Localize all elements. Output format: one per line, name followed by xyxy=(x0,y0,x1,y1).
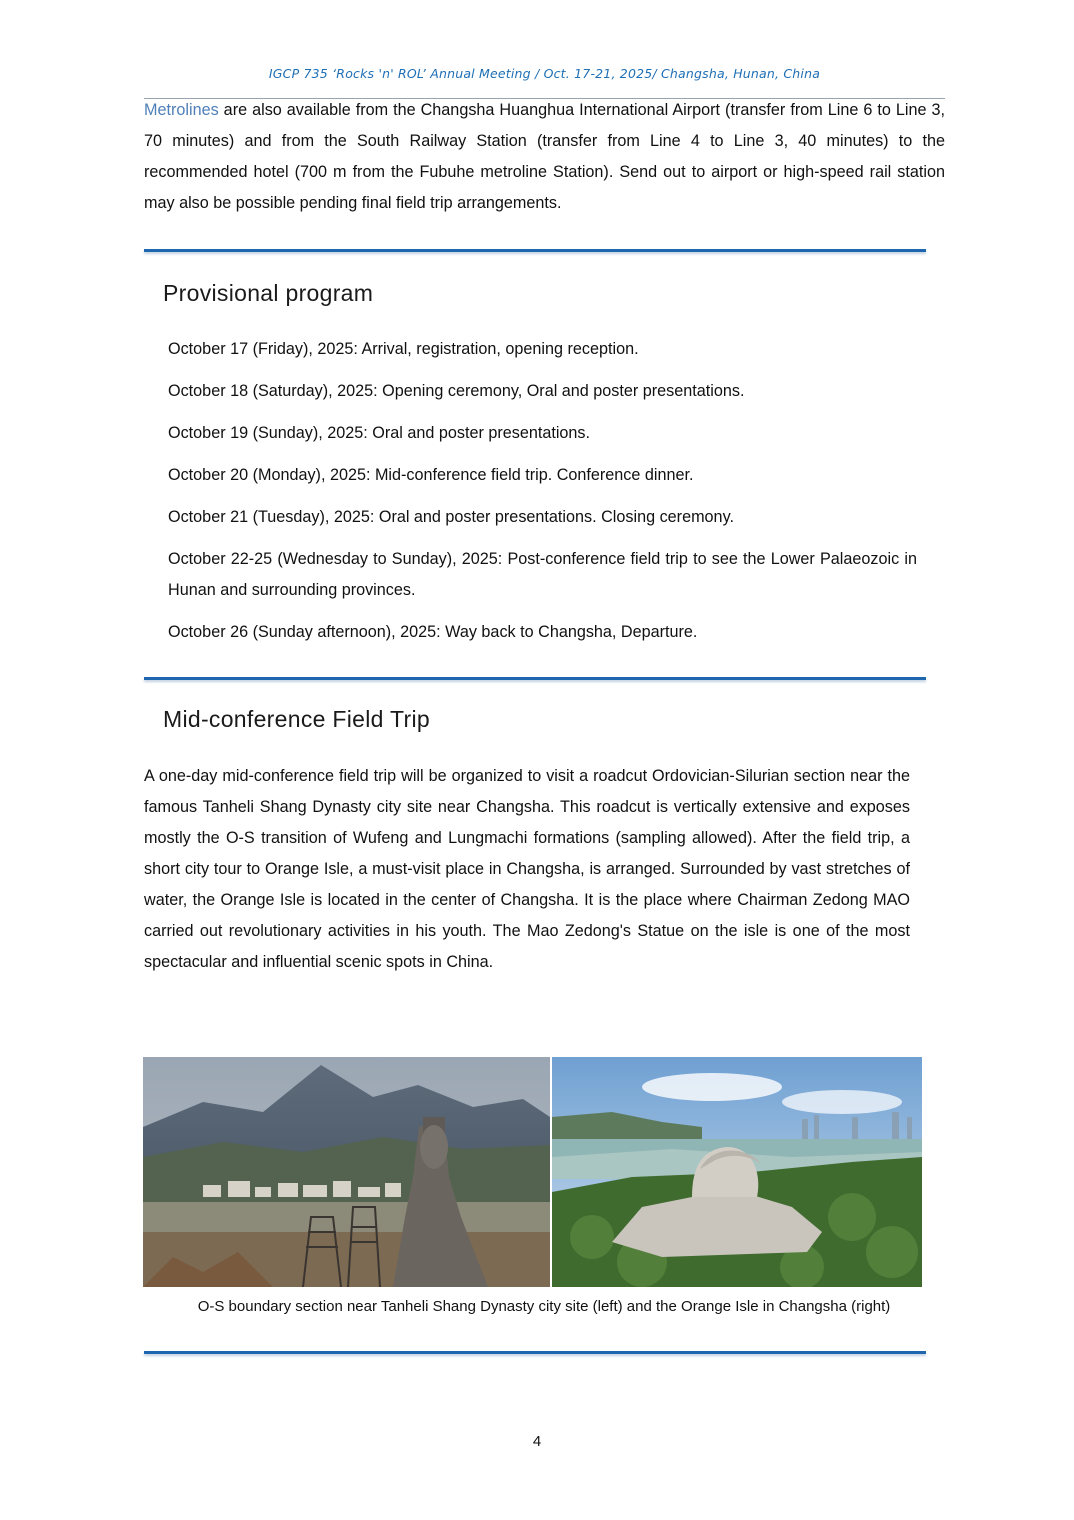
program-item: October 17 (Friday), 2025: Arrival, registration, opening reception. xyxy=(168,340,639,358)
section-divider-3 xyxy=(144,1351,926,1354)
page-number: 4 xyxy=(532,1433,542,1450)
section-divider-1 xyxy=(144,249,926,252)
program-list xyxy=(168,334,917,659)
running-header: IGCP 735 ‘Rocks 'n' ROL’ Annual Meeting / Oct. 17-21, 2025/ Changsha, Hunan, China xyxy=(268,66,821,81)
program-item: October 26 (Sunday afternoon), 2025: Way back to Changsha, Departure. xyxy=(168,623,698,641)
section-divider-2 xyxy=(144,677,926,680)
program-item: October 22-25 (Wednesday to Sunday), 2025: Post-conference field trip to see the Lower Palaeozoic in Hunan and surrounding provinces. xyxy=(168,550,917,599)
metrolines-link[interactable]: Metrolines xyxy=(144,101,219,119)
tanheli-site-photo xyxy=(143,1057,550,1287)
provisional-program-heading: Provisional program xyxy=(163,280,374,306)
field-trip-heading: Mid-conference Field Trip xyxy=(163,706,430,732)
program-item: October 18 (Saturday), 2025: Opening ceremony, Oral and poster presentations. xyxy=(168,382,745,400)
intro-paragraph xyxy=(144,95,945,219)
photo-caption: O-S boundary section near Tanheli Shang Dynasty city site (left) and the Orange Isle in Changsha (right) xyxy=(197,1298,891,1315)
field-trip-paragraph: A one-day mid-conference field trip will be organized to visit a roadcut Ordovician-Silurian section near the famous Tanheli Shang Dynasty city site near Changsha. This roadcut is vertically extensive and exposes mostly the O-S transition of Wufeng and Lungmachi formations (sampling allowed). After the field trip, a short city tour to Orange Isle, a must-visit place in Changsha, is arranged. Surrounded by vast stretches of water, the Orange Isle is located in the center of Changsha. It is the place where Chairman Zedong MAO carried out revolutionary activities in his youth. The Mao Zedong's Statue on the isle is one of the most spectacular and influential scenic spots in China. xyxy=(144,767,910,971)
program-item: October 21 (Tuesday), 2025: Oral and poster presentations. Closing ceremony. xyxy=(168,508,734,526)
field-trip-photos xyxy=(143,1057,922,1287)
program-item: October 20 (Monday), 2025: Mid-conference field trip. Conference dinner. xyxy=(168,466,694,484)
orange-isle-photo xyxy=(552,1057,922,1287)
intro-text: are also available from the Changsha Huanghua International Airport (transfer from Line 6 to Line 3, 70 minutes) and from the South Railway Station (transfer from Line 4 to Line 3, 40 minutes) to the recommended hotel (700 m from the Fubuhe metroline Station). Send out to airport or high-speed rail station may also be possible pending final field trip arrangements. xyxy=(144,101,945,212)
program-item: October 19 (Sunday), 2025: Oral and poster presentations. xyxy=(168,424,591,442)
